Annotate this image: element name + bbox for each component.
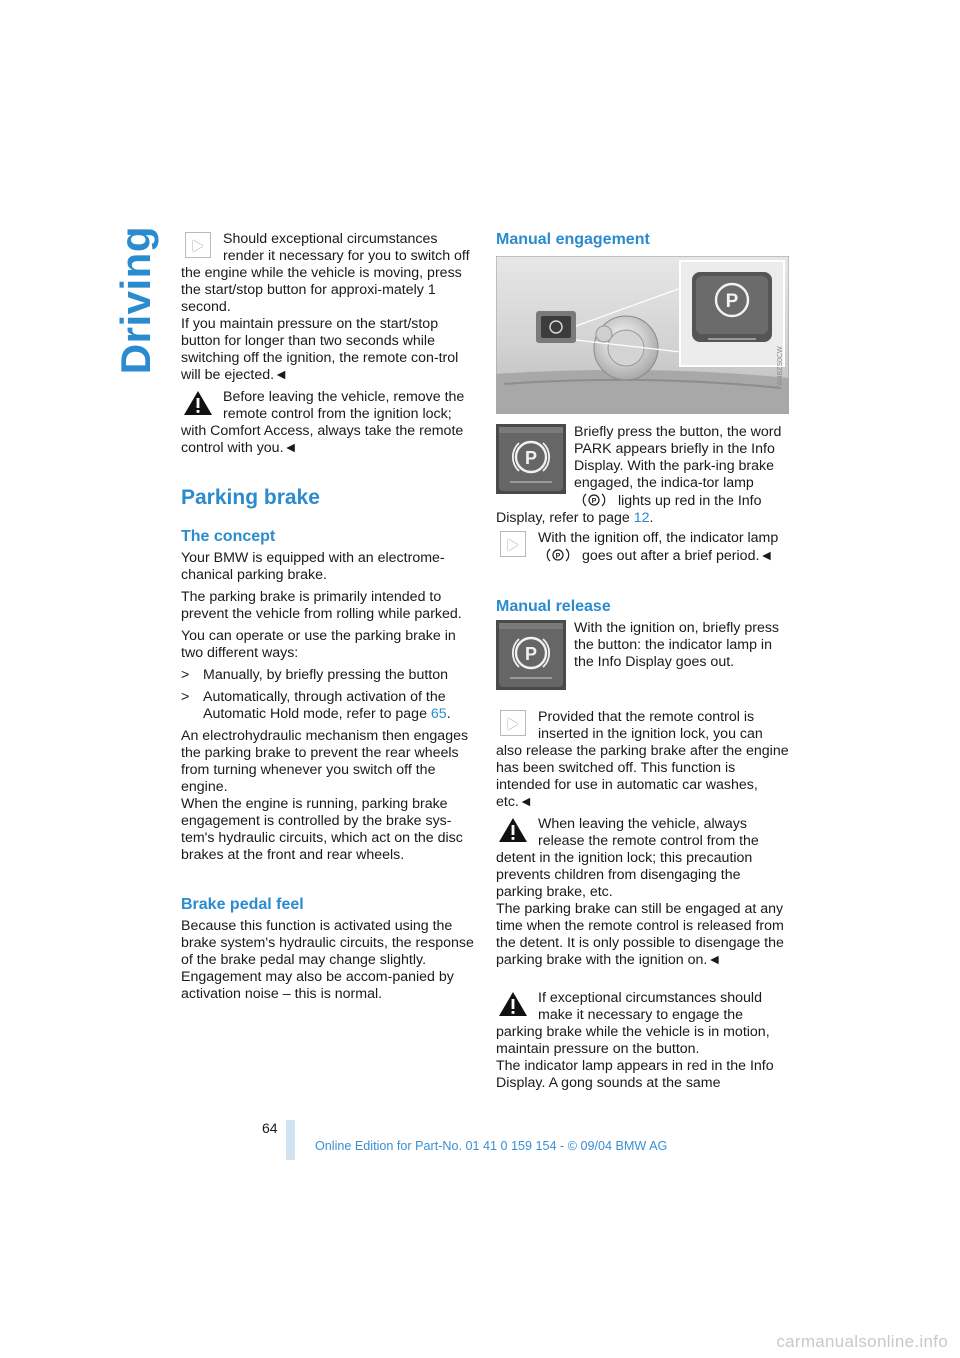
warning-block [496, 990, 789, 1092]
parking-brake-indicator-icon [574, 492, 614, 508]
svg-text:P: P [524, 644, 538, 664]
engage-block [496, 424, 789, 527]
parking-brake-indicator-icon [538, 547, 578, 563]
page-link[interactable]: 12 [633, 510, 650, 526]
subheading-engagement: Manual engagement [496, 231, 650, 248]
warning-block [496, 816, 789, 969]
note-block [496, 530, 789, 565]
note-icon [185, 232, 211, 258]
paragraph: Briefly press the button, the word PARK appears briefly in the Info Display. With the park-ing brake engaged, the indica-tor lamp [574, 424, 782, 491]
svg-text:P: P [591, 498, 597, 505]
parking-brake-photo [496, 256, 789, 414]
warning-paragraph: The parking brake can still be engaged at any time when the remote control is released from the detent. It is only possible to disengage the parking brake with the ignition on.◄ [496, 901, 784, 968]
footer-bar [286, 1120, 295, 1160]
bullet-mark: > [181, 689, 190, 705]
footer-edition: Online Edition for Part-No. 01 41 0 159 154 - © 09/04 BMW AG [315, 1139, 668, 1153]
paragraph: Your BMW is equipped with an electrome-chanical parking brake. [181, 550, 445, 583]
section-tab: Driving [112, 226, 159, 375]
bullet-text: Manually, by briefly pressing the button [203, 667, 448, 683]
paragraph: With the ignition off, the indicator lamp [538, 530, 779, 546]
subheading-release: Manual release [496, 598, 611, 615]
punctuation: . [649, 510, 654, 526]
note-paragraph: If you maintain pressure on the start/stop button for longer than two seconds while switching off the ignition, the remote con-trol will be ejected.◄ [181, 316, 459, 383]
paragraph: Because this function is activated using the brake system's hydraulic circuits, the response of the brake pedal may change slightly. Engagement may also be accom-panied by activation noise – this is normal. [181, 918, 474, 1002]
svg-text:P: P [524, 448, 538, 468]
subheading-concept: The concept [181, 528, 276, 545]
paragraph: You can operate or use the parking brake in two different ways: [181, 628, 456, 661]
concept-text [181, 550, 474, 864]
warning-paragraph: If exceptional circumstances should make it necessary to engage the parking brake while the vehicle is in motion, maintain pressure on the button. [496, 990, 770, 1057]
note-block [496, 709, 789, 811]
parking-brake-button-image [496, 424, 566, 494]
svg-text:P: P [725, 291, 739, 312]
warning-paragraph: Before leaving the vehicle, remove the remote control from the ignition lock; with Comfort Access, always take the remote control with you.◄ [181, 389, 465, 456]
paragraph: goes out after a brief period.◄ [581, 548, 774, 564]
punctuation: . [446, 706, 451, 722]
warning-paragraph: The indicator lamp appears in red in the Info Display. A gong sounds at the same [496, 1058, 774, 1091]
photo-code: W4BZS0CW [777, 346, 784, 386]
note-icon [500, 710, 526, 736]
svg-text:P: P [555, 553, 561, 560]
warning-icon [183, 390, 213, 416]
note-paragraph: Should exceptional circumstances render it necessary for you to switch off the engine while the vehicle is moving, press the start/stop button for approxi-mately 1 second. [181, 231, 470, 315]
paragraph: An electrohydraulic mechanism then engages the parking brake to prevent the rear wheels from turning whenever you switch off the engine. [181, 728, 469, 795]
paragraph: Provided that the remote control is inserted in the ignition lock, you can also release the parking brake after the engine has been switched off. This function is intended for use in automatic car washes, etc.◄ [496, 709, 789, 810]
section-heading: Parking brake [181, 486, 320, 509]
parking-brake-button-image [496, 620, 566, 690]
warning-icon [498, 991, 528, 1017]
paragraph: lights up red in the Info Display, refer to page [496, 493, 762, 526]
paragraph: With the ignition on, briefly press the button: the indicator lamp in the Info Display goes out. [574, 620, 780, 670]
warning-block [181, 389, 474, 457]
warning-icon [498, 817, 528, 843]
note-block [181, 231, 474, 384]
bullet-text: Automatically, through activation of the Automatic Hold mode, refer to page [203, 689, 446, 722]
page-number: 64 [262, 1120, 278, 1136]
release-block [496, 620, 789, 692]
paragraph: When the engine is running, parking brake engagement is controlled by the brake sys-tem's hydraulic circuits, which act on the disc brakes at the front and rear wheels. [181, 796, 463, 863]
bullet-mark: > [181, 667, 190, 683]
page-link[interactable]: 65 [430, 706, 447, 722]
list-item [181, 689, 474, 723]
warning-paragraph: When leaving the vehicle, always release the remote control from the detent in the ignition lock; this precaution prevents children from disengaging the parking brake, etc. [496, 816, 759, 900]
note-icon [500, 531, 526, 557]
paragraph: The parking brake is primarily intended to prevent the vehicle from rolling while parked. [181, 589, 462, 622]
subheading-pedal: Brake pedal feel [181, 896, 304, 913]
list-item [181, 667, 474, 684]
watermark: carmanualsonline.info [776, 1332, 948, 1351]
